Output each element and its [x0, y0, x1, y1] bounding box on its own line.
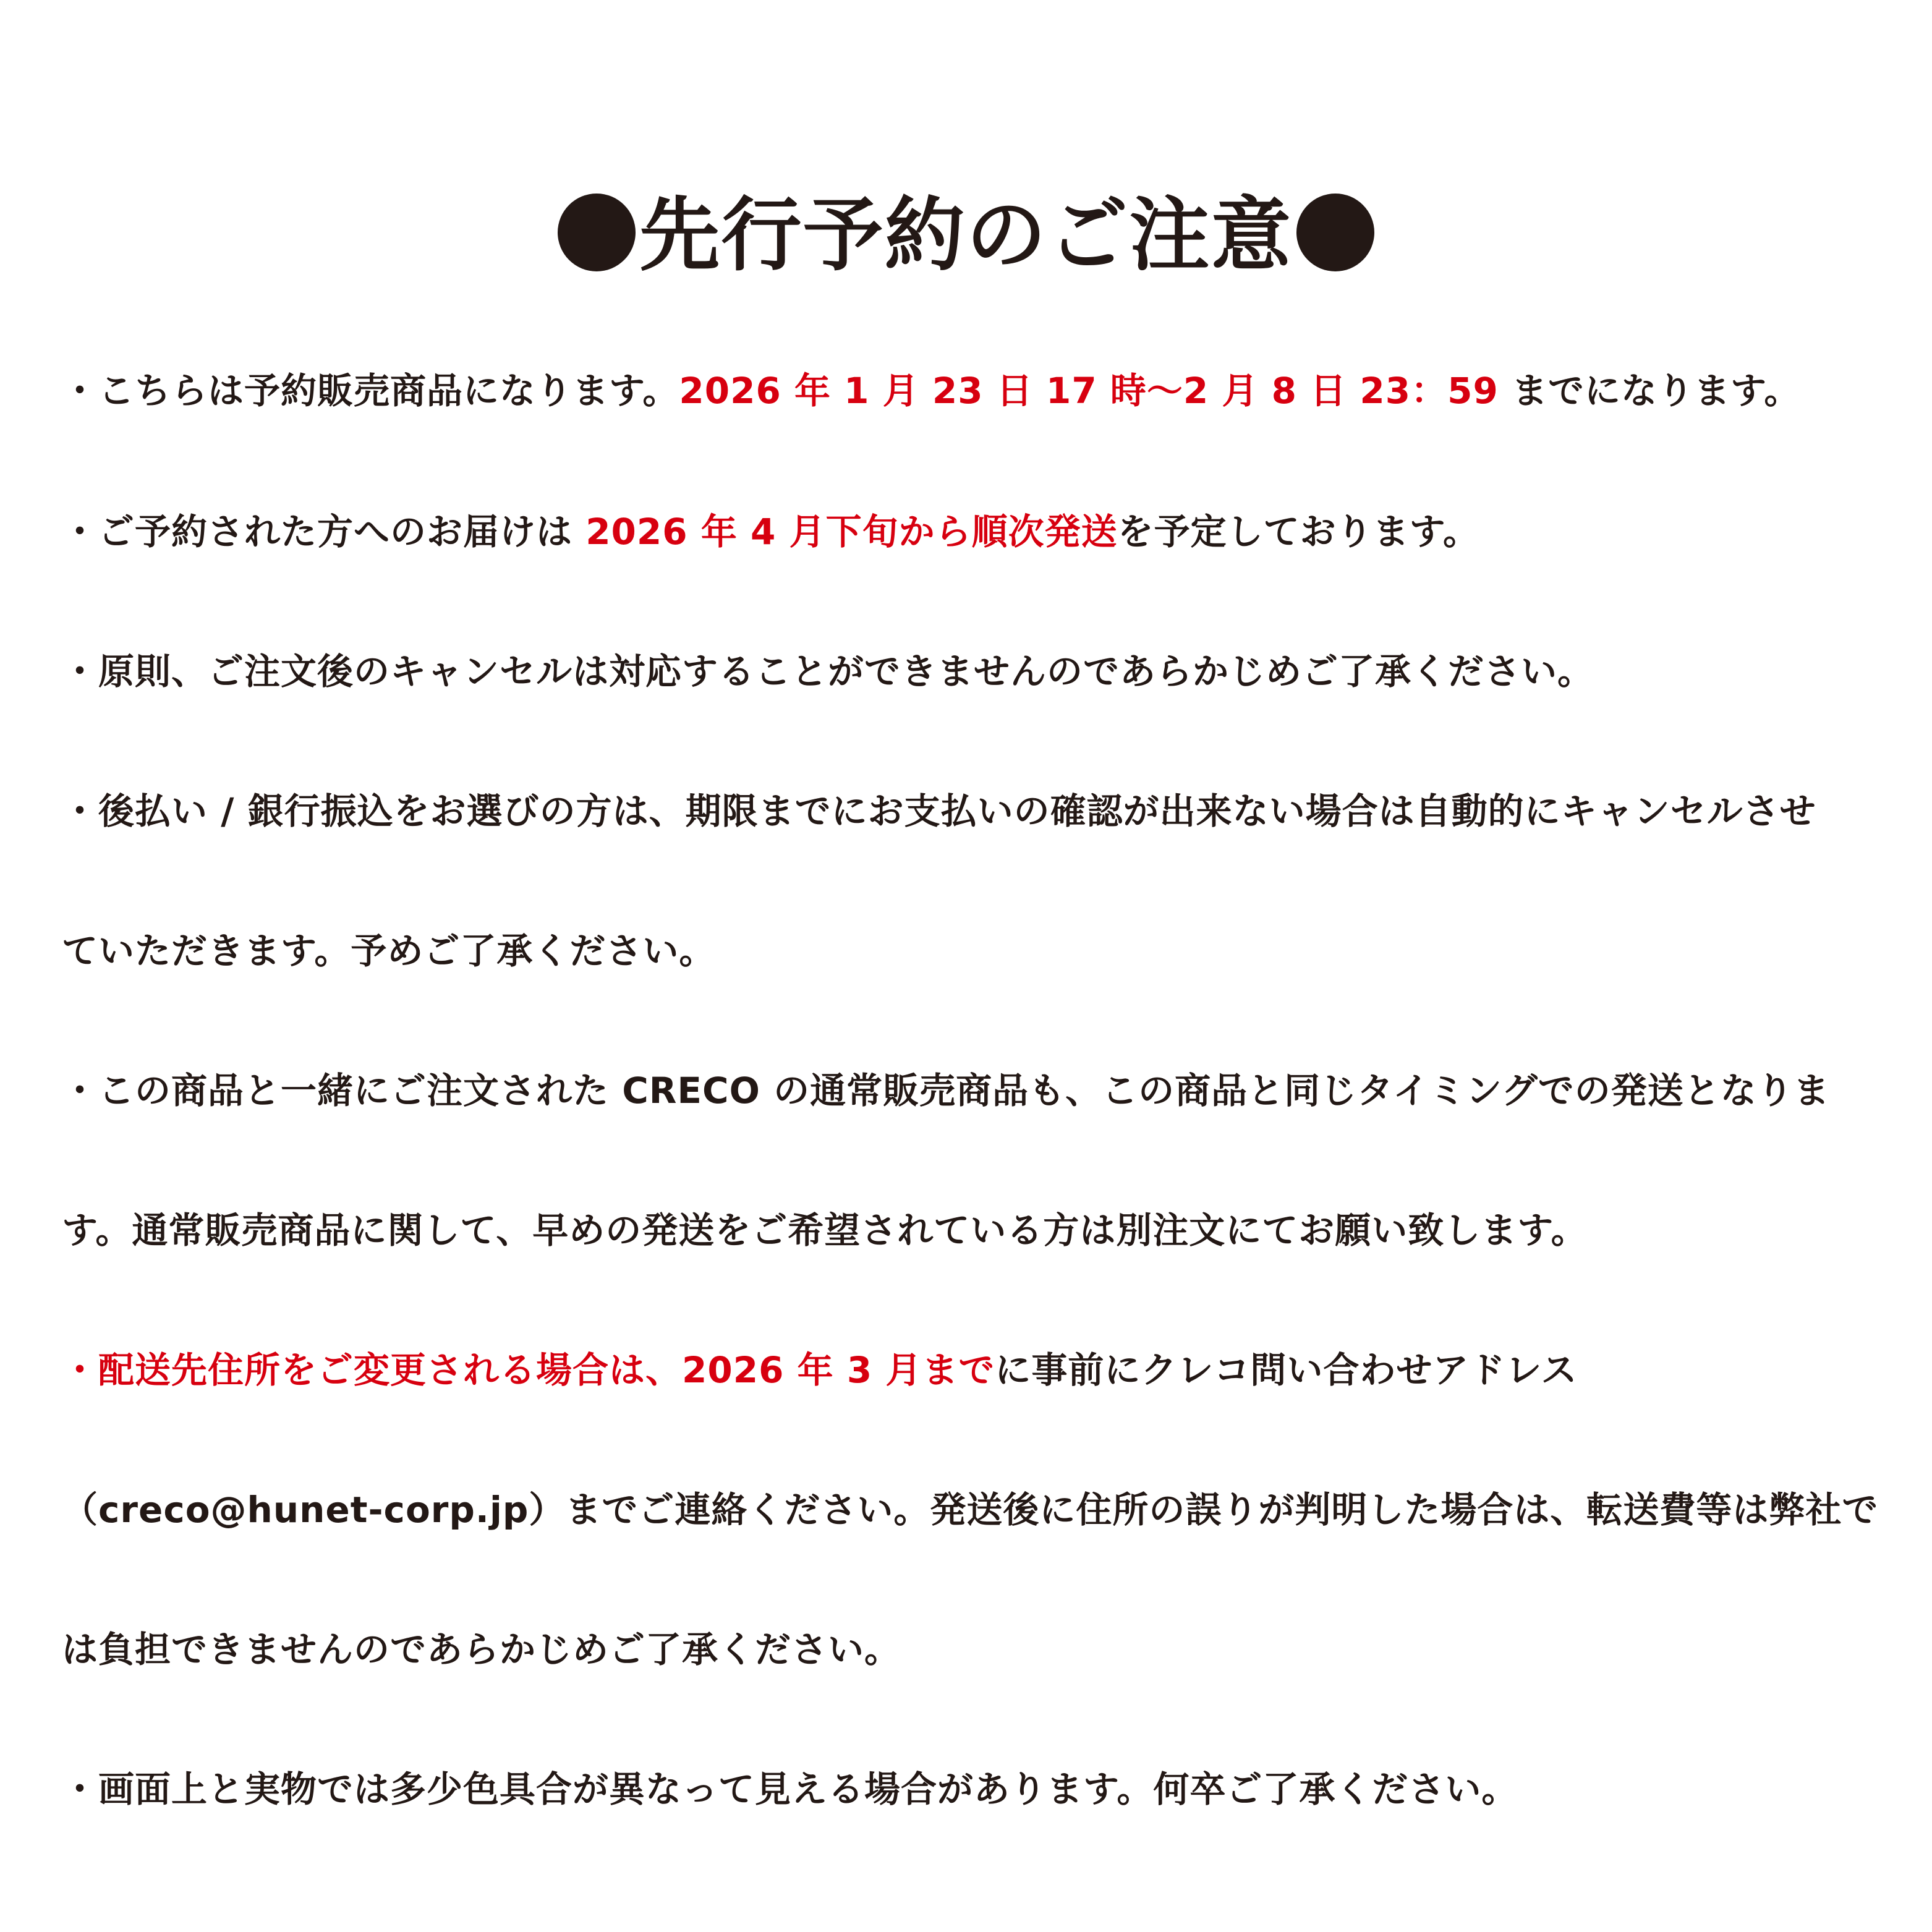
note-text: ・後払い / 銀行振込をお選びの方は、期限までにお支払いの確認が出来ない場合は自動的にキャンセルさせ: [62, 790, 1816, 832]
note-text: ・ご予約された方へのお届けは: [62, 511, 586, 553]
sales-period-dates: 2026 年 1 月 23 日 17 時〜2 月 8 日 23：59: [679, 370, 1499, 412]
address-change-deadline: 配送先住所をご変更される場合は、2026 年 3 月まで: [98, 1349, 995, 1391]
note-text: ・画面上と実物では多少色具合が異なって見える場合があります。何卒ご了承ください。: [62, 1768, 1518, 1810]
note-cancellation: [62, 640, 1892, 702]
note-text: ・こちらは予約販売商品になります。: [62, 370, 679, 412]
note-text: す。通常販売商品に関して、早めの発送をご希望されている方は別注文にてお願い致します。: [62, 1209, 1588, 1251]
note-text: ・この商品と一緒にご注文された CRECO の通常販売商品も、この商品と同じタイミングでの発送となりま: [62, 1070, 1830, 1112]
circle-bullet-icon: [558, 194, 636, 271]
note-bullet: ・: [62, 1349, 99, 1391]
note-text: は負担できませんのであらかじめご了承ください。: [62, 1628, 901, 1670]
note-sales-period: [62, 360, 1892, 422]
note-text: までになります。: [1498, 370, 1801, 412]
note-combined-order-line-2: [62, 1199, 1892, 1261]
note-payment-line-1: [62, 780, 1892, 842]
page-title: [0, 179, 1932, 291]
note-text: を予定しております。: [1117, 511, 1479, 553]
note-address-change-line-1: [62, 1339, 1892, 1401]
note-combined-order-line-1: [62, 1060, 1892, 1121]
title-text: 先行予約のご注意: [639, 188, 1293, 282]
shipping-schedule-date: 2026 年 4 月下旬から順次発送: [585, 511, 1118, 553]
circle-bullet-icon: [1296, 194, 1374, 271]
note-address-change-line-2: [62, 1479, 1892, 1541]
note-text: ていただきます。予めご了承ください。: [62, 930, 716, 972]
note-address-change-line-3: [62, 1619, 1892, 1680]
note-shipping-schedule: [62, 501, 1892, 563]
note-text: に事前にクレコ問い合わせアドレス: [995, 1349, 1578, 1391]
note-text: （creco@hunet-corp.jp）までご連絡ください。発送後に住所の誤りが判明した場合は、転送費等は弊社で: [62, 1489, 1879, 1531]
note-color-difference: [62, 1758, 1892, 1820]
note-text: ・原則、ご注文後のキャンセルは対応することができませんのであらかじめご了承ください。: [62, 650, 1594, 692]
note-payment-line-2: [62, 920, 1892, 982]
